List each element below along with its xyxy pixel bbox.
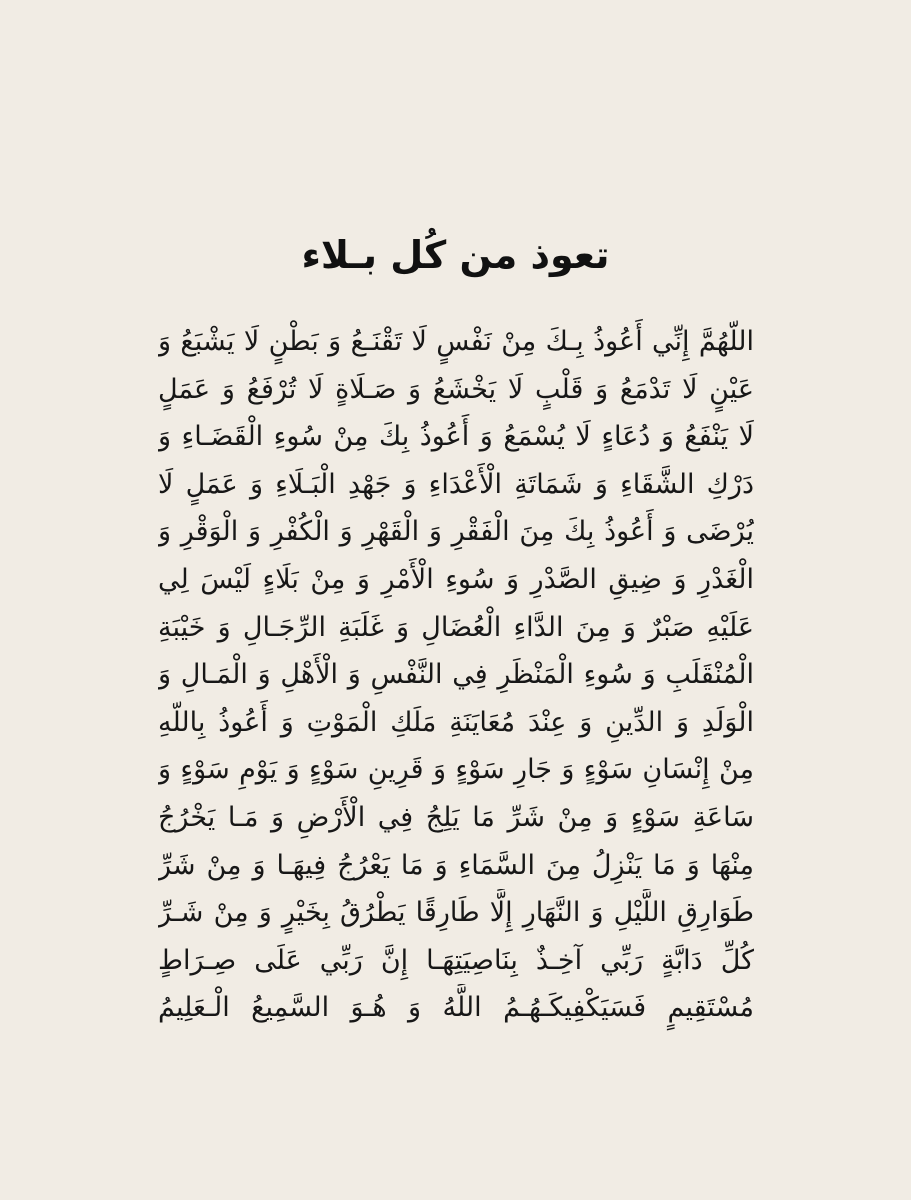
text-line: الْمُنْقَلَبِ وَ سُوءِ الْمَنْظَرِ فِي النَّفْسِ وَ الْأَهْلِ وَ الْمَـالِ وَ <box>158 659 754 691</box>
text-line: عَيْنٍ لَا تَدْمَعُ وَ قَلْبٍ لَا يَخْشَعُ وَ صَـلَاةٍ لَا تُرْفَعُ وَ عَمَلٍ <box>158 373 754 405</box>
text-line: الْوَلَدِ وَ الدِّينِ وَ عِنْدَ مُعَايَنَةِ مَلَكِ الْمَوْتِ وَ أَعُوذُ بِاللّهِ <box>158 706 754 738</box>
text-line: مُسْتَقِيمٍ فَسَيَكْفِيكَـهُـمُ اللَّهُ وَ هُـوَ السَّمِيعُ الْـعَلِيمُ <box>158 992 754 1024</box>
text-line: الْغَدْرِ وَ ضِيقِ الصَّدْرِ وَ سُوءِ الْأَمْرِ وَ مِنْ بَلَاءٍ لَيْسَ لِي <box>158 563 754 595</box>
text-line: كُلِّ دَابَّةٍ رَبِّي آخِـذٌ بِنَاصِيَتِهَـا إِنَّ رَبِّي عَلَى صِـرَاطٍ <box>158 944 754 976</box>
page-title: تعوذ من كُل بـلاء <box>301 233 610 277</box>
text-line: لَا يَنْفَعُ وَ دُعَاءٍ لَا يُسْمَعُ وَ أَعُوذُ بِكَ مِنْ سُوءِ الْقَضَـاءِ وَ <box>158 421 754 453</box>
text-line: اللّهُمَّ إِنِّي أَعُوذُ بِـكَ مِنْ نَفْسٍ لَا تَقْنَـعُ وَ بَطْنٍ لَا يَشْبَعُ وَ <box>158 326 754 357</box>
text-line: سَاعَةِ سَوْءٍ وَ مِنْ شَرِّ مَا يَلِجُ فِي الْأَرْضِ وَ مَـا يَخْرُجُ <box>158 801 754 833</box>
supplication-text <box>158 318 754 1032</box>
text-line: مِنْ إِنْسَانِ سَوْءٍ وَ جَارِ سَوْءٍ وَ قَرِينِ سَوْءٍ وَ يَوْمِ سَوْءٍ وَ <box>158 754 754 786</box>
text-line: مِنْهَا وَ مَا يَنْزِلُ مِنَ السَّمَاءِ وَ مَا يَعْرُجُ فِيهَـا وَ مِنْ شَرِّ <box>158 849 754 881</box>
text-line: عَلَيْهِ صَبْرٌ وَ مِنَ الدَّاءِ الْعُضَالِ وَ غَلَبَةِ الرِّجَـالِ وَ خَيْبَةِ <box>158 611 754 643</box>
text-line: طَوَارِقِ اللَّيْلِ وَ النَّهَارِ إِلَّا طَارِقًا يَطْرُقُ بِخَيْرٍ وَ مِنْ شَـرِّ <box>158 897 754 929</box>
text-line: يُرْضَى وَ أَعُوذُ بِكَ مِنَ الْفَقْرِ وَ الْقَهْرِ وَ الْكُفْرِ وَ الْوَقْرِ وَ <box>158 516 754 548</box>
text-line: دَرْكِ الشَّقَاءِ وَ شَمَاتَةِ الْأَعْدَاءِ وَ جَهْدِ الْبَـلَاءِ وَ عَمَلٍ لَا <box>158 468 754 500</box>
